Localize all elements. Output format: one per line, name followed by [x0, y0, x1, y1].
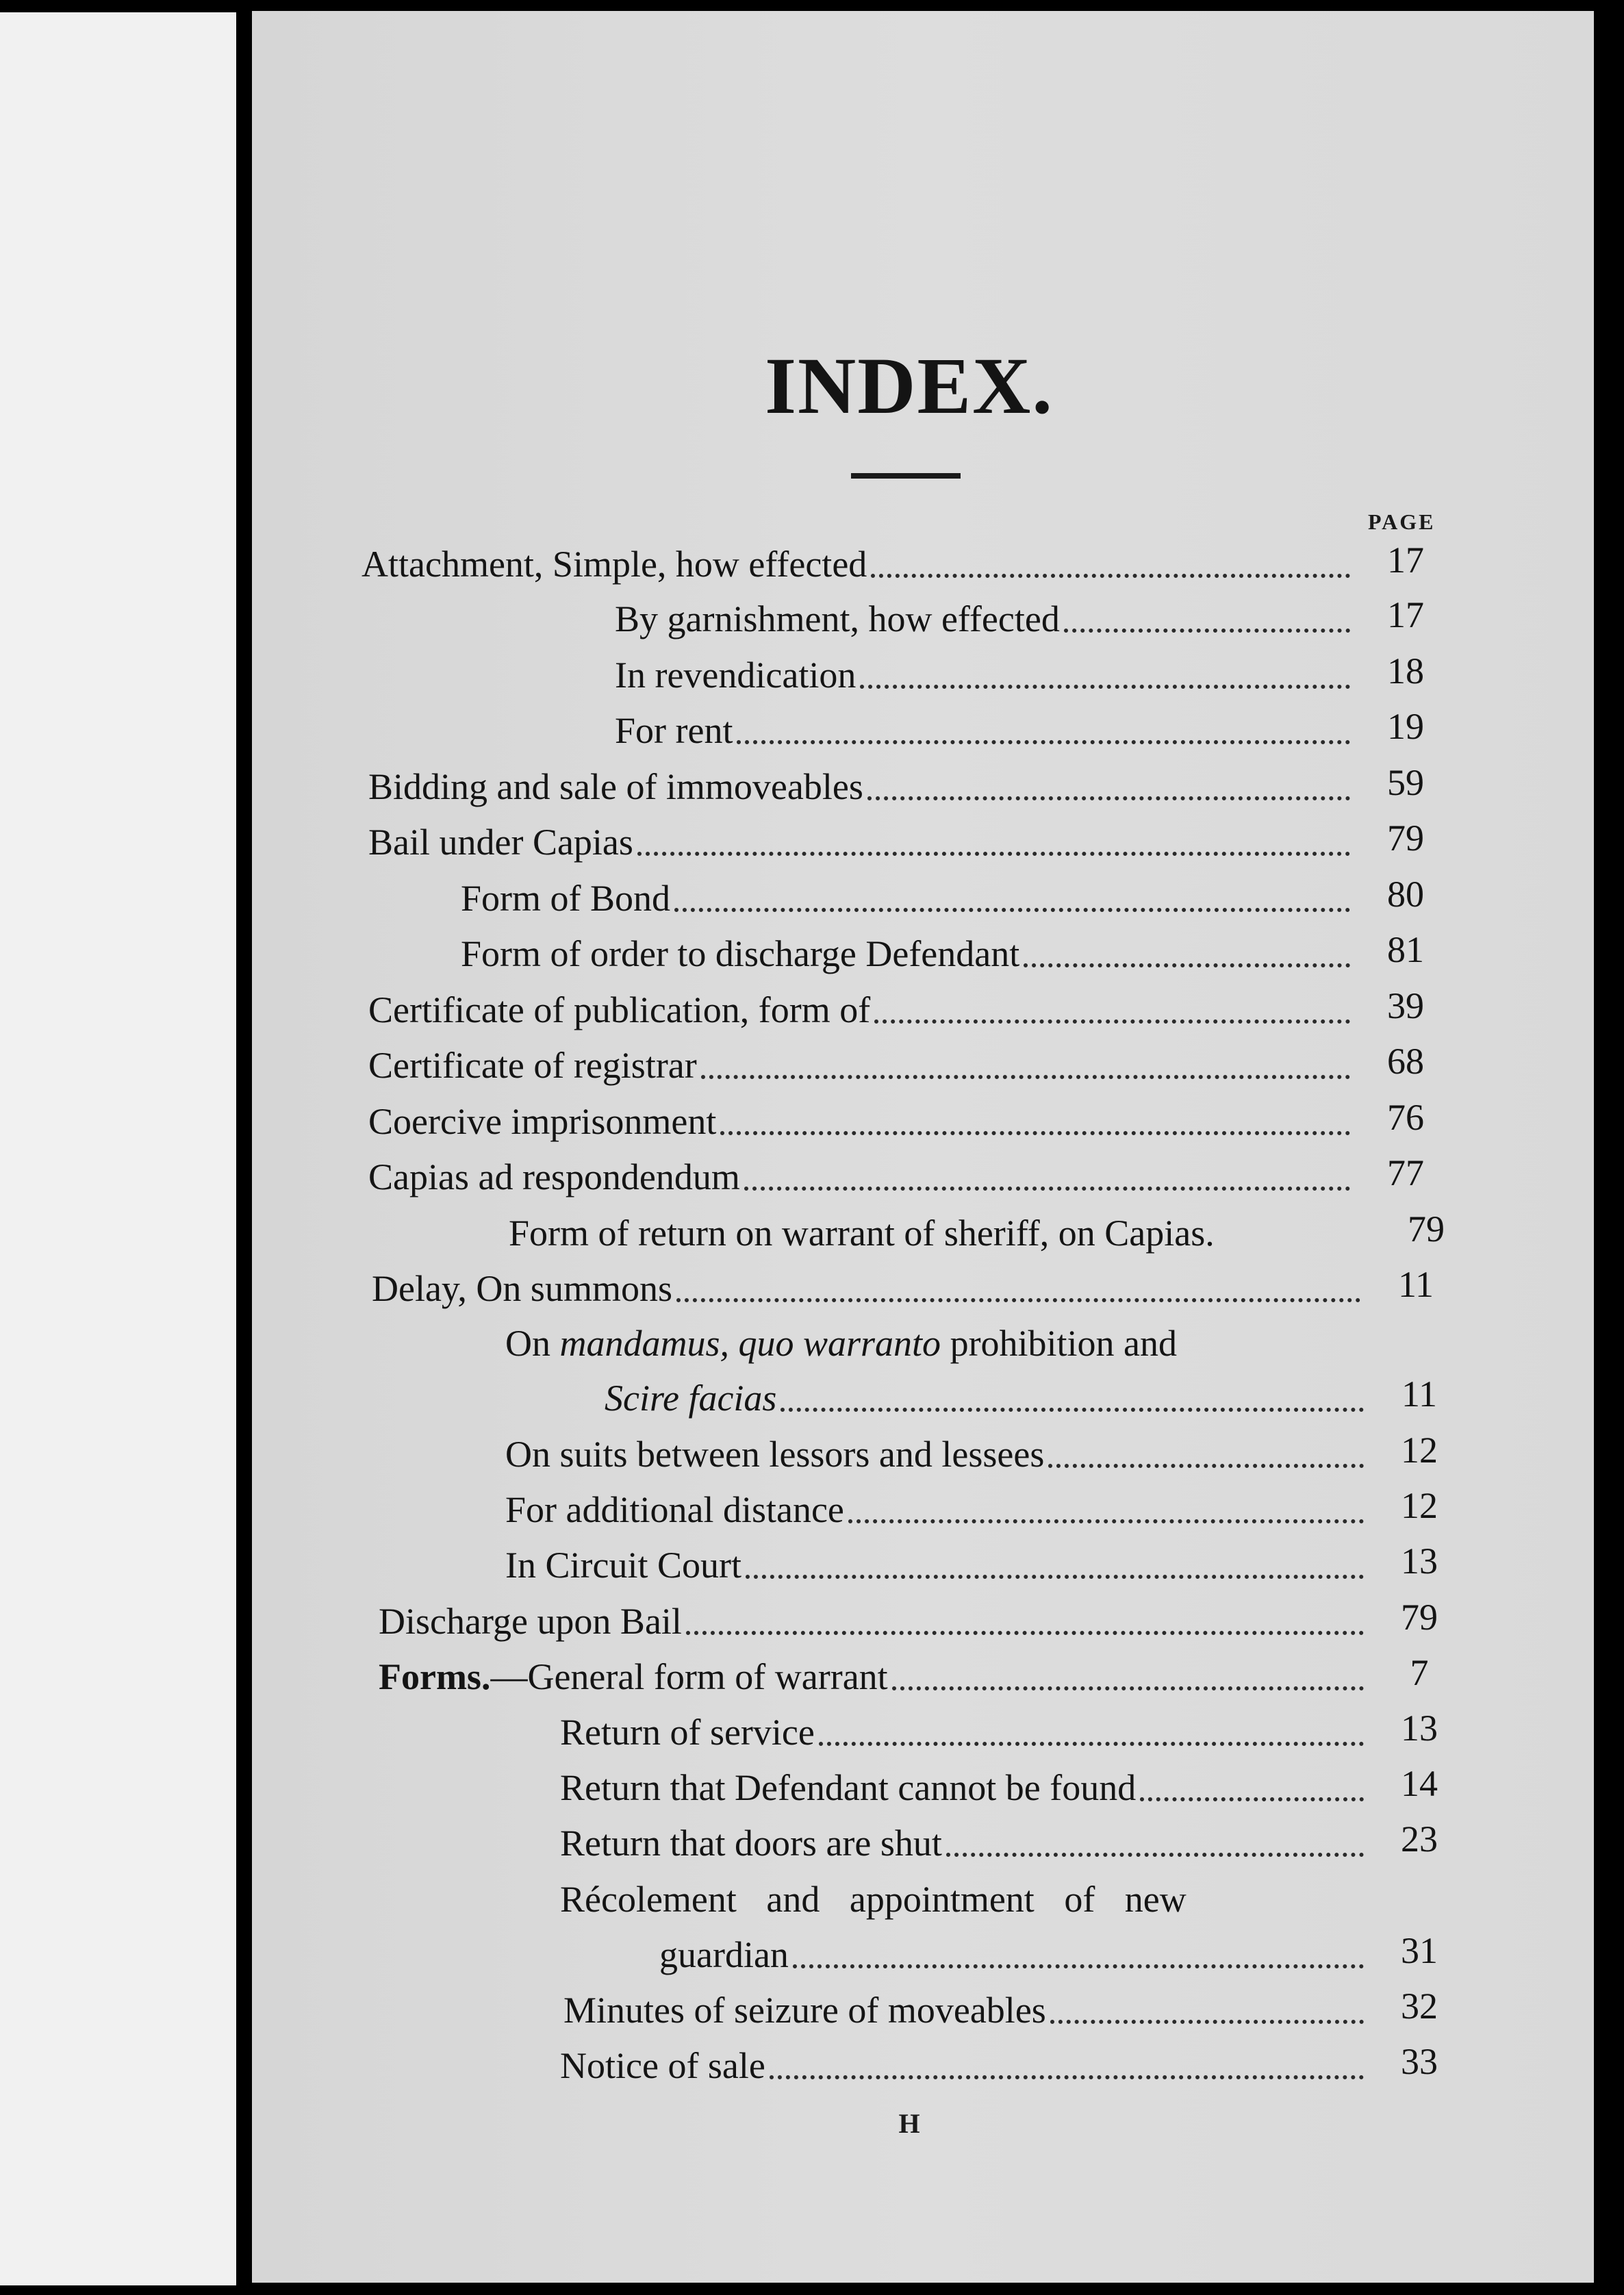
entry-page: 14	[1401, 1763, 1438, 1804]
dot-leader	[860, 684, 1350, 689]
entry-label: Certificate of publication, form of	[368, 989, 871, 1030]
dot-leader	[946, 1852, 1364, 1857]
dot-leader	[637, 851, 1350, 856]
entry-page: 11	[1398, 1264, 1434, 1305]
dot-leader	[781, 1407, 1364, 1412]
dot-leader	[686, 1630, 1364, 1635]
entry-label: Coercive imprisonment	[368, 1101, 717, 1142]
dot-leader	[676, 1297, 1360, 1302]
page-column-heading: PAGE	[1368, 509, 1436, 534]
entry-page: 23	[1401, 1818, 1438, 1860]
index-entry	[560, 1810, 1438, 1865]
entry-page: 18	[1387, 650, 1424, 692]
dot-leader	[1048, 1463, 1364, 1468]
entry-page: 11	[1401, 1373, 1437, 1415]
index-entry	[560, 1699, 1438, 1754]
entry-label: For additional distance	[505, 1489, 844, 1530]
entry-page: 59	[1387, 762, 1424, 803]
entry-label: On suits between lessors and lessees	[505, 1434, 1045, 1475]
index-entry	[461, 865, 1424, 920]
entry-page: 80	[1387, 874, 1424, 915]
page-title: INDEX.	[765, 341, 1054, 431]
index-entry	[605, 1365, 1437, 1420]
entry-page: 13	[1401, 1708, 1438, 1749]
entry-page: 33	[1401, 2041, 1438, 2082]
entry-label: guardian	[659, 1934, 789, 1975]
dot-leader	[871, 573, 1350, 578]
title-rule	[851, 473, 961, 479]
facing-blank-page	[0, 12, 236, 2285]
index-entry	[368, 1089, 1424, 1143]
entry-label: On mandamus, quo warranto prohibition and	[505, 1323, 1178, 1364]
index-entry	[379, 1588, 1438, 1643]
dot-leader	[701, 1074, 1350, 1079]
dot-leader	[746, 1574, 1364, 1579]
index-entry	[368, 1144, 1424, 1199]
dot-leader	[720, 1130, 1350, 1135]
entry-label: Certificate of registrar	[368, 1045, 697, 1086]
index-entry	[505, 1310, 1368, 1365]
entry-label: Return that doors are shut	[560, 1823, 942, 1864]
index-entry	[361, 531, 1424, 586]
index-entry	[505, 1421, 1438, 1476]
index-entry	[368, 977, 1424, 1032]
dot-leader	[1064, 628, 1350, 633]
entry-label: Return that Defendant cannot be found	[560, 1767, 1137, 1808]
entry-label: Scire facias	[605, 1378, 777, 1419]
index-entry	[560, 1755, 1438, 1810]
index-entry	[368, 809, 1424, 864]
entry-label: Form of return on warrant of sheriff, on Capias.	[509, 1213, 1215, 1254]
index-entry	[368, 754, 1424, 809]
dot-leader	[1140, 1797, 1364, 1801]
entry-page: 13	[1401, 1540, 1438, 1582]
index-entry	[615, 698, 1424, 752]
entry-label: Bidding and sale of immoveables	[368, 766, 863, 807]
entry-page: 39	[1387, 985, 1424, 1026]
entry-label: Récolement and appointment of new	[560, 1879, 1187, 1920]
index-entry	[560, 2033, 1438, 2088]
entry-page: 68	[1387, 1041, 1424, 1082]
entry-label: In Circuit Court	[505, 1545, 741, 1586]
entry-label: In revendication	[615, 655, 857, 696]
index-entry	[659, 1922, 1438, 1977]
index-entry	[563, 1977, 1438, 2032]
entry-page: 77	[1387, 1152, 1424, 1193]
entry-page: 31	[1401, 1930, 1438, 1971]
dot-leader	[874, 1019, 1350, 1024]
entry-label: Return of service	[560, 1712, 815, 1753]
index-entry	[615, 642, 1424, 697]
entry-label: By garnishment, how effected	[615, 598, 1060, 639]
dot-leader	[819, 1741, 1364, 1746]
index-page	[252, 11, 1594, 2283]
entry-page: 12	[1401, 1430, 1438, 1471]
index-entry	[560, 1866, 1368, 1921]
entry-page: 79	[1401, 1597, 1438, 1638]
index-entry	[509, 1200, 1445, 1255]
dot-leader	[744, 1186, 1350, 1191]
entry-page: 17	[1387, 594, 1424, 635]
index-entry	[461, 921, 1424, 976]
entry-label: For rent	[615, 710, 733, 751]
entry-label: Delay, On summons	[372, 1268, 672, 1309]
entry-page: 79	[1408, 1208, 1445, 1250]
dot-leader	[848, 1519, 1364, 1523]
entry-label: Minutes of seizure of moveables	[563, 1990, 1046, 2031]
dot-leader	[892, 1686, 1364, 1690]
entry-label: Discharge upon Bail	[379, 1601, 682, 1642]
entry-page: 17	[1387, 540, 1424, 581]
entry-page: 76	[1387, 1097, 1424, 1138]
index-entry	[379, 1644, 1429, 1699]
index-entry	[368, 1032, 1424, 1087]
entry-page: 7	[1410, 1652, 1429, 1693]
index-entry	[372, 1256, 1434, 1310]
entry-label: Attachment, Simple, how effected	[361, 544, 867, 585]
dot-leader	[867, 796, 1350, 800]
dot-leader	[793, 1964, 1364, 1968]
entry-page: 81	[1387, 929, 1424, 970]
entry-label: Form of order to discharge Defendant	[461, 933, 1020, 974]
entry-label: Form of Bond	[461, 878, 671, 919]
dot-leader	[770, 2075, 1364, 2079]
entry-label: Bail under Capias	[368, 822, 633, 863]
index-entry	[505, 1532, 1438, 1587]
dot-leader	[1024, 963, 1350, 967]
entry-label: Notice of sale	[560, 2045, 765, 2086]
entry-page: 19	[1387, 706, 1424, 747]
entry-page: 32	[1401, 1986, 1438, 2027]
dot-leader	[1050, 2019, 1364, 2024]
entry-label: Forms.—General form of warrant	[379, 1656, 888, 1697]
entry-label: Capias ad respondendum	[368, 1156, 740, 1197]
dot-leader	[674, 907, 1350, 912]
index-entry	[505, 1477, 1438, 1532]
dot-leader	[737, 739, 1350, 744]
signature-mark: H	[898, 2108, 920, 2139]
index-entry	[615, 586, 1424, 641]
entry-page: 12	[1401, 1485, 1438, 1526]
entry-page: 79	[1387, 817, 1424, 859]
